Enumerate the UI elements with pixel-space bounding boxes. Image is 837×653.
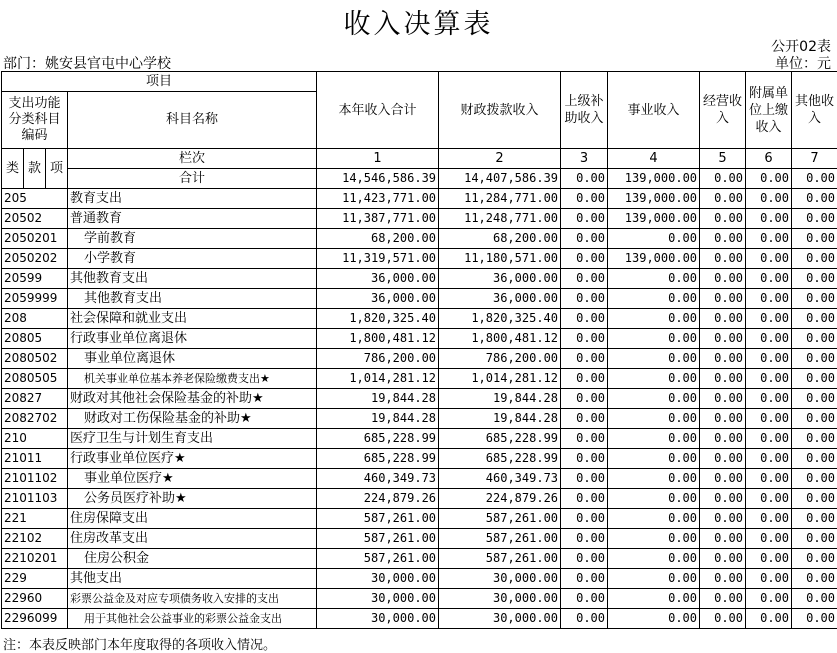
row-value: 0.00: [561, 469, 608, 489]
row-value: 0.00: [608, 489, 700, 509]
row-value: 0.00: [561, 229, 608, 249]
row-value: 0.00: [746, 329, 792, 349]
row-value: 11,319,571.00: [317, 249, 439, 269]
row-value: 0.00: [700, 469, 746, 489]
row-subject-name: 普通教育: [68, 209, 317, 229]
report-title: 收入决算表: [343, 9, 494, 40]
row-value: 0.00: [700, 249, 746, 269]
header-col-label: 栏次: [68, 149, 317, 169]
row-value: 460,349.73: [439, 469, 561, 489]
row-code: 210: [2, 429, 68, 449]
row-value: 11,180,571.00: [439, 249, 561, 269]
row-value: 1,800,481.12: [439, 329, 561, 349]
table-row: [2, 409, 837, 429]
row-value: 0.00: [700, 369, 746, 389]
row-subject-name: 财政对工伤保险基金的补助★: [68, 409, 317, 429]
row-value: 0.00: [746, 309, 792, 329]
col-num-5: 5: [700, 149, 746, 169]
header-affiliated: 附属单位上缴收入: [746, 72, 792, 149]
row-value: 19,844.28: [439, 389, 561, 409]
total-cell: 0.00: [746, 169, 792, 189]
table-row: [2, 529, 837, 549]
row-value: 139,000.00: [608, 249, 700, 269]
header-other: 其他收入: [792, 72, 837, 149]
row-value: 30,000.00: [317, 609, 439, 629]
row-value: 587,261.00: [317, 549, 439, 569]
row-value: 0.00: [792, 389, 837, 409]
row-value: 19,844.28: [317, 389, 439, 409]
row-value: 0.00: [561, 189, 608, 209]
row-value: 0.00: [792, 329, 837, 349]
row-value: 0.00: [746, 549, 792, 569]
row-value: 0.00: [608, 609, 700, 629]
row-value: 36,000.00: [439, 289, 561, 309]
row-value: 36,000.00: [317, 289, 439, 309]
row-value: 36,000.00: [439, 269, 561, 289]
row-code: 2296099: [2, 609, 68, 629]
row-value: 0.00: [608, 229, 700, 249]
row-value: 0.00: [746, 469, 792, 489]
row-code: 229: [2, 569, 68, 589]
table-row: [2, 249, 837, 269]
row-value: 0.00: [746, 189, 792, 209]
row-value: 1,014,281.12: [317, 369, 439, 389]
row-value: 587,261.00: [439, 549, 561, 569]
table-row: [2, 509, 837, 529]
total-cell: 14,546,586.39: [317, 169, 439, 189]
income-table: [1, 71, 837, 629]
row-value: 30,000.00: [439, 569, 561, 589]
row-code: 21011: [2, 449, 68, 469]
row-value: 1,800,481.12: [317, 329, 439, 349]
row-value: 0.00: [746, 509, 792, 529]
row-value: 0.00: [700, 309, 746, 329]
row-value: 0.00: [700, 329, 746, 349]
row-value: 0.00: [608, 289, 700, 309]
row-value: 0.00: [700, 349, 746, 369]
header-superior-subsidy: 上级补助收入: [561, 72, 608, 149]
row-value: 0.00: [792, 569, 837, 589]
row-subject-name: 用于其他社会公益事业的彩票公益金支出: [68, 609, 317, 629]
row-subject-name: 医疗卫生与计划生育支出: [68, 429, 317, 449]
row-value: 0.00: [700, 489, 746, 509]
row-value: 685,228.99: [317, 429, 439, 449]
row-subject-name: 财政对其他社会保险基金的补助★: [68, 389, 317, 409]
row-value: 0.00: [746, 209, 792, 229]
row-value: 0.00: [700, 429, 746, 449]
row-value: 0.00: [561, 349, 608, 369]
total-label: 合计: [68, 169, 317, 189]
row-value: 0.00: [561, 449, 608, 469]
row-code: 2080502: [2, 349, 68, 369]
header-subject-name: 科目名称: [68, 92, 317, 149]
total-cell: 0.00: [792, 169, 837, 189]
row-value: 0.00: [746, 489, 792, 509]
col-num-6: 6: [746, 149, 792, 169]
total-cell: 0.00: [700, 169, 746, 189]
col-num-4: 4: [608, 149, 700, 169]
row-value: 0.00: [608, 309, 700, 329]
form-number: 公开02表: [771, 39, 831, 55]
row-value: 587,261.00: [317, 509, 439, 529]
header-fiscal: 财政拨款收入: [439, 72, 561, 149]
row-code: 205: [2, 189, 68, 209]
unit-label: 单位：元: [775, 56, 831, 72]
header-lei: 类: [2, 149, 24, 189]
row-value: 0.00: [608, 369, 700, 389]
row-value: 0.00: [700, 269, 746, 289]
row-code: 2082702: [2, 409, 68, 429]
row-subject-name: 行政事业单位医疗★: [68, 449, 317, 469]
row-value: 139,000.00: [608, 209, 700, 229]
row-value: 0.00: [792, 529, 837, 549]
row-value: 0.00: [792, 429, 837, 449]
header-business: 事业收入: [608, 72, 700, 149]
row-value: 0.00: [746, 589, 792, 609]
row-value: 11,284,771.00: [439, 189, 561, 209]
row-subject-name: 社会保障和就业支出: [68, 309, 317, 329]
row-value: 0.00: [608, 409, 700, 429]
row-value: 0.00: [700, 189, 746, 209]
row-value: 685,228.99: [317, 449, 439, 469]
row-value: 0.00: [561, 289, 608, 309]
row-value: 0.00: [561, 309, 608, 329]
total-cell: 14,407,586.39: [439, 169, 561, 189]
row-value: 0.00: [561, 389, 608, 409]
row-value: 11,423,771.00: [317, 189, 439, 209]
row-value: 0.00: [746, 389, 792, 409]
row-value: 587,261.00: [439, 509, 561, 529]
row-value: 36,000.00: [317, 269, 439, 289]
table-row: [2, 369, 837, 389]
row-value: 0.00: [792, 349, 837, 369]
row-subject-name: 公务员医疗补助★: [68, 489, 317, 509]
row-value: 587,261.00: [317, 529, 439, 549]
table-row: [2, 429, 837, 449]
row-value: 587,261.00: [439, 529, 561, 549]
row-value: 0.00: [561, 369, 608, 389]
table-row: [2, 329, 837, 349]
row-value: 0.00: [792, 309, 837, 329]
row-code: 208: [2, 309, 68, 329]
row-value: 0.00: [792, 449, 837, 469]
row-subject-name: 彩票公益金及对应专项债务收入安排的支出: [68, 589, 317, 609]
header-item: 项目: [2, 72, 317, 92]
row-value: 0.00: [608, 449, 700, 469]
row-value: 30,000.00: [317, 569, 439, 589]
row-value: 19,844.28: [439, 409, 561, 429]
row-value: 0.00: [792, 269, 837, 289]
table-row: [2, 449, 837, 469]
row-value: 0.00: [792, 189, 837, 209]
row-value: 0.00: [700, 389, 746, 409]
row-value: 685,228.99: [439, 449, 561, 469]
header-xiang: 项: [46, 149, 68, 189]
row-value: 0.00: [608, 429, 700, 449]
row-value: 68,200.00: [439, 229, 561, 249]
row-code: 20502: [2, 209, 68, 229]
row-value: 0.00: [700, 589, 746, 609]
table-row: [2, 269, 837, 289]
header-func-code: 支出功能分类科目编码: [2, 92, 68, 149]
row-code: 2059999: [2, 289, 68, 309]
row-value: 0.00: [561, 209, 608, 229]
table-row: [2, 589, 837, 609]
row-value: 0.00: [608, 329, 700, 349]
row-value: 0.00: [746, 529, 792, 549]
row-value: 0.00: [608, 549, 700, 569]
row-value: 0.00: [700, 449, 746, 469]
row-subject-name: 教育支出: [68, 189, 317, 209]
row-value: 0.00: [746, 569, 792, 589]
row-value: 786,200.00: [439, 349, 561, 369]
row-value: 1,820,325.40: [317, 309, 439, 329]
row-value: 0.00: [746, 289, 792, 309]
row-code: 221: [2, 509, 68, 529]
row-subject-name: 其他教育支出: [68, 269, 317, 289]
row-value: 0.00: [792, 229, 837, 249]
row-value: 786,200.00: [317, 349, 439, 369]
row-value: 0.00: [608, 509, 700, 529]
row-code: 2050202: [2, 249, 68, 269]
row-code: 22960: [2, 589, 68, 609]
row-value: 0.00: [561, 249, 608, 269]
total-cell: 139,000.00: [608, 169, 700, 189]
row-subject-name: 事业单位医疗★: [68, 469, 317, 489]
row-value: 0.00: [561, 329, 608, 349]
row-value: 0.00: [792, 469, 837, 489]
row-value: 224,879.26: [317, 489, 439, 509]
row-value: 0.00: [746, 449, 792, 469]
row-code: 2080505: [2, 369, 68, 389]
row-value: 0.00: [608, 569, 700, 589]
footnote: 注：本表反映部门本年度取得的各项收入情况。: [3, 638, 277, 653]
table-row: [2, 609, 837, 629]
row-value: 224,879.26: [439, 489, 561, 509]
row-subject-name: 学前教育: [68, 229, 317, 249]
row-value: 0.00: [746, 429, 792, 449]
row-code: 20805: [2, 329, 68, 349]
row-value: 0.00: [700, 569, 746, 589]
row-value: 0.00: [792, 509, 837, 529]
col-num-2: 2: [439, 149, 561, 169]
row-value: 0.00: [561, 609, 608, 629]
row-value: 30,000.00: [439, 609, 561, 629]
row-subject-name: 小学教育: [68, 249, 317, 269]
row-value: 0.00: [746, 249, 792, 269]
row-value: 0.00: [746, 269, 792, 289]
header-operating: 经营收入: [700, 72, 746, 149]
table-row: [2, 549, 837, 569]
department-label: 部门：姚安县官屯中心学校: [3, 56, 171, 72]
row-value: 1,820,325.40: [439, 309, 561, 329]
total-cell: 0.00: [561, 169, 608, 189]
row-value: 1,014,281.12: [439, 369, 561, 389]
row-value: 0.00: [608, 469, 700, 489]
header-kuan: 款: [24, 149, 46, 189]
row-subject-name: 其他支出: [68, 569, 317, 589]
row-value: 0.00: [746, 369, 792, 389]
row-value: 0.00: [561, 569, 608, 589]
row-value: 0.00: [561, 549, 608, 569]
row-value: 0.00: [792, 249, 837, 269]
row-value: 0.00: [700, 229, 746, 249]
row-value: 0.00: [700, 529, 746, 549]
row-value: 0.00: [700, 289, 746, 309]
row-value: 0.00: [608, 269, 700, 289]
header-total-income: 本年收入合计: [317, 72, 439, 149]
table-row: [2, 489, 837, 509]
row-value: 0.00: [608, 389, 700, 409]
row-value: 0.00: [561, 589, 608, 609]
row-value: 68,200.00: [317, 229, 439, 249]
row-value: 139,000.00: [608, 189, 700, 209]
row-value: 0.00: [792, 489, 837, 509]
row-value: 30,000.00: [439, 589, 561, 609]
table-row: [2, 389, 837, 409]
row-subject-name: 事业单位离退休: [68, 349, 317, 369]
row-value: 0.00: [700, 549, 746, 569]
table-row: [2, 469, 837, 489]
row-code: 2050201: [2, 229, 68, 249]
row-subject-name: 住房改革支出: [68, 529, 317, 549]
row-value: 0.00: [561, 269, 608, 289]
row-value: 0.00: [561, 429, 608, 449]
row-value: 0.00: [792, 289, 837, 309]
row-value: 0.00: [792, 409, 837, 429]
table-row: [2, 569, 837, 589]
row-value: 0.00: [608, 529, 700, 549]
row-value: 0.00: [700, 209, 746, 229]
table-row: [2, 189, 837, 209]
row-value: 0.00: [792, 549, 837, 569]
row-value: 0.00: [792, 589, 837, 609]
row-value: 0.00: [700, 609, 746, 629]
row-value: 0.00: [700, 409, 746, 429]
table-row: [2, 309, 837, 329]
row-code: 2101103: [2, 489, 68, 509]
row-value: 0.00: [792, 209, 837, 229]
row-value: 19,844.28: [317, 409, 439, 429]
row-value: 0.00: [561, 509, 608, 529]
row-value: 0.00: [746, 229, 792, 249]
row-code: 22102: [2, 529, 68, 549]
row-value: 0.00: [792, 369, 837, 389]
row-value: 30,000.00: [317, 589, 439, 609]
col-num-1: 1: [317, 149, 439, 169]
row-subject-name: 住房公积金: [68, 549, 317, 569]
row-value: 0.00: [746, 349, 792, 369]
table-row: [2, 289, 837, 309]
row-value: 0.00: [561, 409, 608, 429]
row-value: 0.00: [561, 529, 608, 549]
row-value: 685,228.99: [439, 429, 561, 449]
row-value: 0.00: [608, 349, 700, 369]
row-value: 0.00: [561, 489, 608, 509]
row-value: 0.00: [746, 609, 792, 629]
row-value: 460,349.73: [317, 469, 439, 489]
row-value: 0.00: [746, 409, 792, 429]
col-num-3: 3: [561, 149, 608, 169]
row-subject-name: 机关事业单位基本养老保险缴费支出★: [68, 369, 317, 389]
table-row: [2, 209, 837, 229]
row-value: 0.00: [700, 509, 746, 529]
row-code: 2101102: [2, 469, 68, 489]
table-row: [2, 349, 837, 369]
row-code: 20599: [2, 269, 68, 289]
table-row: [2, 229, 837, 249]
row-value: 0.00: [608, 589, 700, 609]
row-value: 11,387,771.00: [317, 209, 439, 229]
row-value: 11,248,771.00: [439, 209, 561, 229]
row-subject-name: 其他教育支出: [68, 289, 317, 309]
row-subject-name: 行政事业单位离退休: [68, 329, 317, 349]
row-code: 2210201: [2, 549, 68, 569]
row-value: 0.00: [792, 609, 837, 629]
row-code: 20827: [2, 389, 68, 409]
col-num-7: 7: [792, 149, 837, 169]
row-subject-name: 住房保障支出: [68, 509, 317, 529]
